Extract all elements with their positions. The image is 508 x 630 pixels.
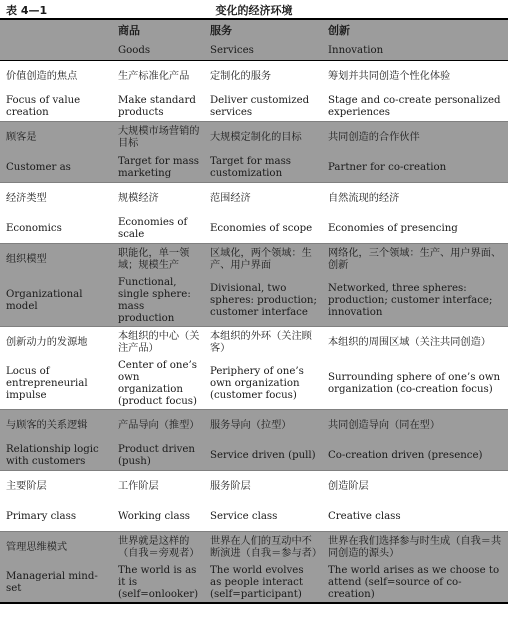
table-cell: The world evolves as people interact (self=participant): [204, 564, 322, 603]
table-cell: Product driven (push): [112, 442, 204, 471]
table-cell: 自然流现的经济: [328, 193, 400, 204]
table-cell: 筹划并共同创造个性化体验: [328, 71, 451, 82]
table-row: [0, 442, 508, 471]
header-row-zh: [0, 20, 508, 41]
header-cell: 服务: [204, 20, 322, 41]
table-cell: 定制化的服务: [210, 71, 272, 82]
table-cell: Functional, single sphere: mass production: [112, 276, 204, 327]
table-cell: Working class: [112, 503, 204, 532]
table-row: [0, 183, 508, 216]
table-cell: Service class: [204, 503, 322, 532]
table-row: [0, 359, 508, 410]
table-cell: Co-creation driven (presence): [322, 442, 508, 471]
table-row: [0, 61, 508, 94]
row-label-cell: Relationship logic with customers: [0, 442, 112, 471]
table-cell: 大规模定制化的目标: [204, 122, 322, 155]
row-label-cell: 经济类型: [6, 193, 47, 204]
table-row: [0, 215, 508, 244]
row-label-cell: Organizational model: [0, 276, 112, 327]
table-cell: 创造阶层: [328, 481, 369, 492]
header-row-en: [0, 41, 508, 61]
table-cell: Make standard products: [112, 93, 204, 122]
row-label-cell: Primary class: [0, 503, 112, 532]
table-cell: Creative class: [322, 503, 508, 532]
table-number: 表 4—1: [6, 4, 48, 17]
row-label-cell: 创新动力的发源地: [6, 337, 88, 348]
row-label-cell: 管理思维模式: [0, 532, 112, 565]
table-cell: 区域化，两个领域：生产、用户界面: [204, 244, 322, 277]
header-cell: Innovation: [322, 41, 508, 61]
row-label-cell: 组织模型: [0, 244, 112, 277]
table-cell: Economies of scope: [204, 215, 322, 244]
table-cell: Center of one’s own organization (product focus): [112, 359, 204, 410]
row-label-cell: 价值创造的焦点: [6, 71, 78, 82]
table-cell: 范围经济: [210, 193, 251, 204]
table-row: [0, 503, 508, 532]
table-cell: 生产标准化产品: [118, 71, 190, 82]
table-cell: Surrounding sphere of one’s own organization (co-creation focus): [322, 359, 508, 410]
table-row: [0, 564, 508, 603]
table-cell: 世界在人们的互动中不断演进（自我＝参与者）: [204, 532, 322, 565]
table-cell: 规模经济: [118, 193, 159, 204]
header-cell: 创新: [322, 20, 508, 41]
table-cell: 共同创造导向（同在型）: [322, 410, 508, 443]
table-cell: Partner for co-creation: [322, 154, 508, 183]
table-row: [0, 410, 508, 443]
table-cell: Deliver customized services: [204, 93, 322, 122]
table-cell: 本组织的外环（关注顾客）: [210, 331, 312, 354]
header-cell: 商品: [112, 20, 204, 41]
table-cell: Networked, three spheres: production; customer interface; innovation: [322, 276, 508, 327]
row-label-cell: Customer as: [0, 154, 112, 183]
row-label-cell: 与顾客的关系逻辑: [0, 410, 112, 443]
table-title: 变化的经济环境: [215, 4, 293, 17]
table-row: [0, 122, 508, 155]
table-row: [0, 327, 508, 360]
table-cell: Economies of scale: [112, 215, 204, 244]
table-cell: Stage and co-create personalized experiences: [322, 93, 508, 122]
table-row: [0, 532, 508, 565]
table-cell: 职能化，单一领域；规模生产: [112, 244, 204, 277]
header-cell: Goods: [112, 41, 204, 61]
table-cell: 大规模市场营销的目标: [112, 122, 204, 155]
table-cell: 世界在我们选择参与时生成（自我＝共同创造的源头）: [322, 532, 508, 565]
table-cell: 服务阶层: [210, 481, 251, 492]
table-cell: The world arises as we choose to attend (self=source of co-creation): [322, 564, 508, 603]
table-row: [0, 276, 508, 327]
header-cell: [0, 20, 112, 41]
table-row: [0, 471, 508, 504]
table-cell: Target for mass marketing: [112, 154, 204, 183]
table-row: [0, 244, 508, 277]
header-cell: Services: [204, 41, 322, 61]
table-cell: Divisional, two spheres: production; customer interface: [204, 276, 322, 327]
table-cell: Economies of presencing: [322, 215, 508, 244]
table-cell: 工作阶层: [118, 481, 159, 492]
table-cell: 网络化，三个领域：生产、用户界面、创新: [322, 244, 508, 277]
table-cell: Service driven (pull): [204, 442, 322, 471]
table-cell: 共同创造的合作伙伴: [322, 122, 508, 155]
table-cell: Target for mass customization: [204, 154, 322, 183]
table-cell: 产品导向（推型）: [112, 410, 204, 443]
economy-table: [0, 20, 508, 604]
table-cell: 世界就是这样的（自我＝旁观者）: [112, 532, 204, 565]
table-cell: 本组织的周围区域（关注共同创造）: [328, 337, 491, 348]
row-label-cell: Focus of value creation: [0, 93, 112, 122]
table-cell: 服务导向（拉型）: [204, 410, 322, 443]
table-row: [0, 93, 508, 122]
table-cell: Periphery of one’s own organization (customer focus): [204, 359, 322, 410]
table-cell: 本组织的中心（关注产品）: [118, 331, 200, 354]
row-label-cell: 主要阶层: [6, 481, 47, 492]
table-caption: [0, 0, 508, 20]
table-row: [0, 154, 508, 183]
row-label-cell: Economics: [0, 215, 112, 244]
table-cell: The world is as it is (self=onlooker): [112, 564, 204, 603]
row-label-cell: 顾客是: [0, 122, 112, 155]
header-cell: [0, 41, 112, 61]
row-label-cell: Locus of entrepreneurial impulse: [0, 359, 112, 410]
row-label-cell: Managerial mind-set: [0, 564, 112, 603]
